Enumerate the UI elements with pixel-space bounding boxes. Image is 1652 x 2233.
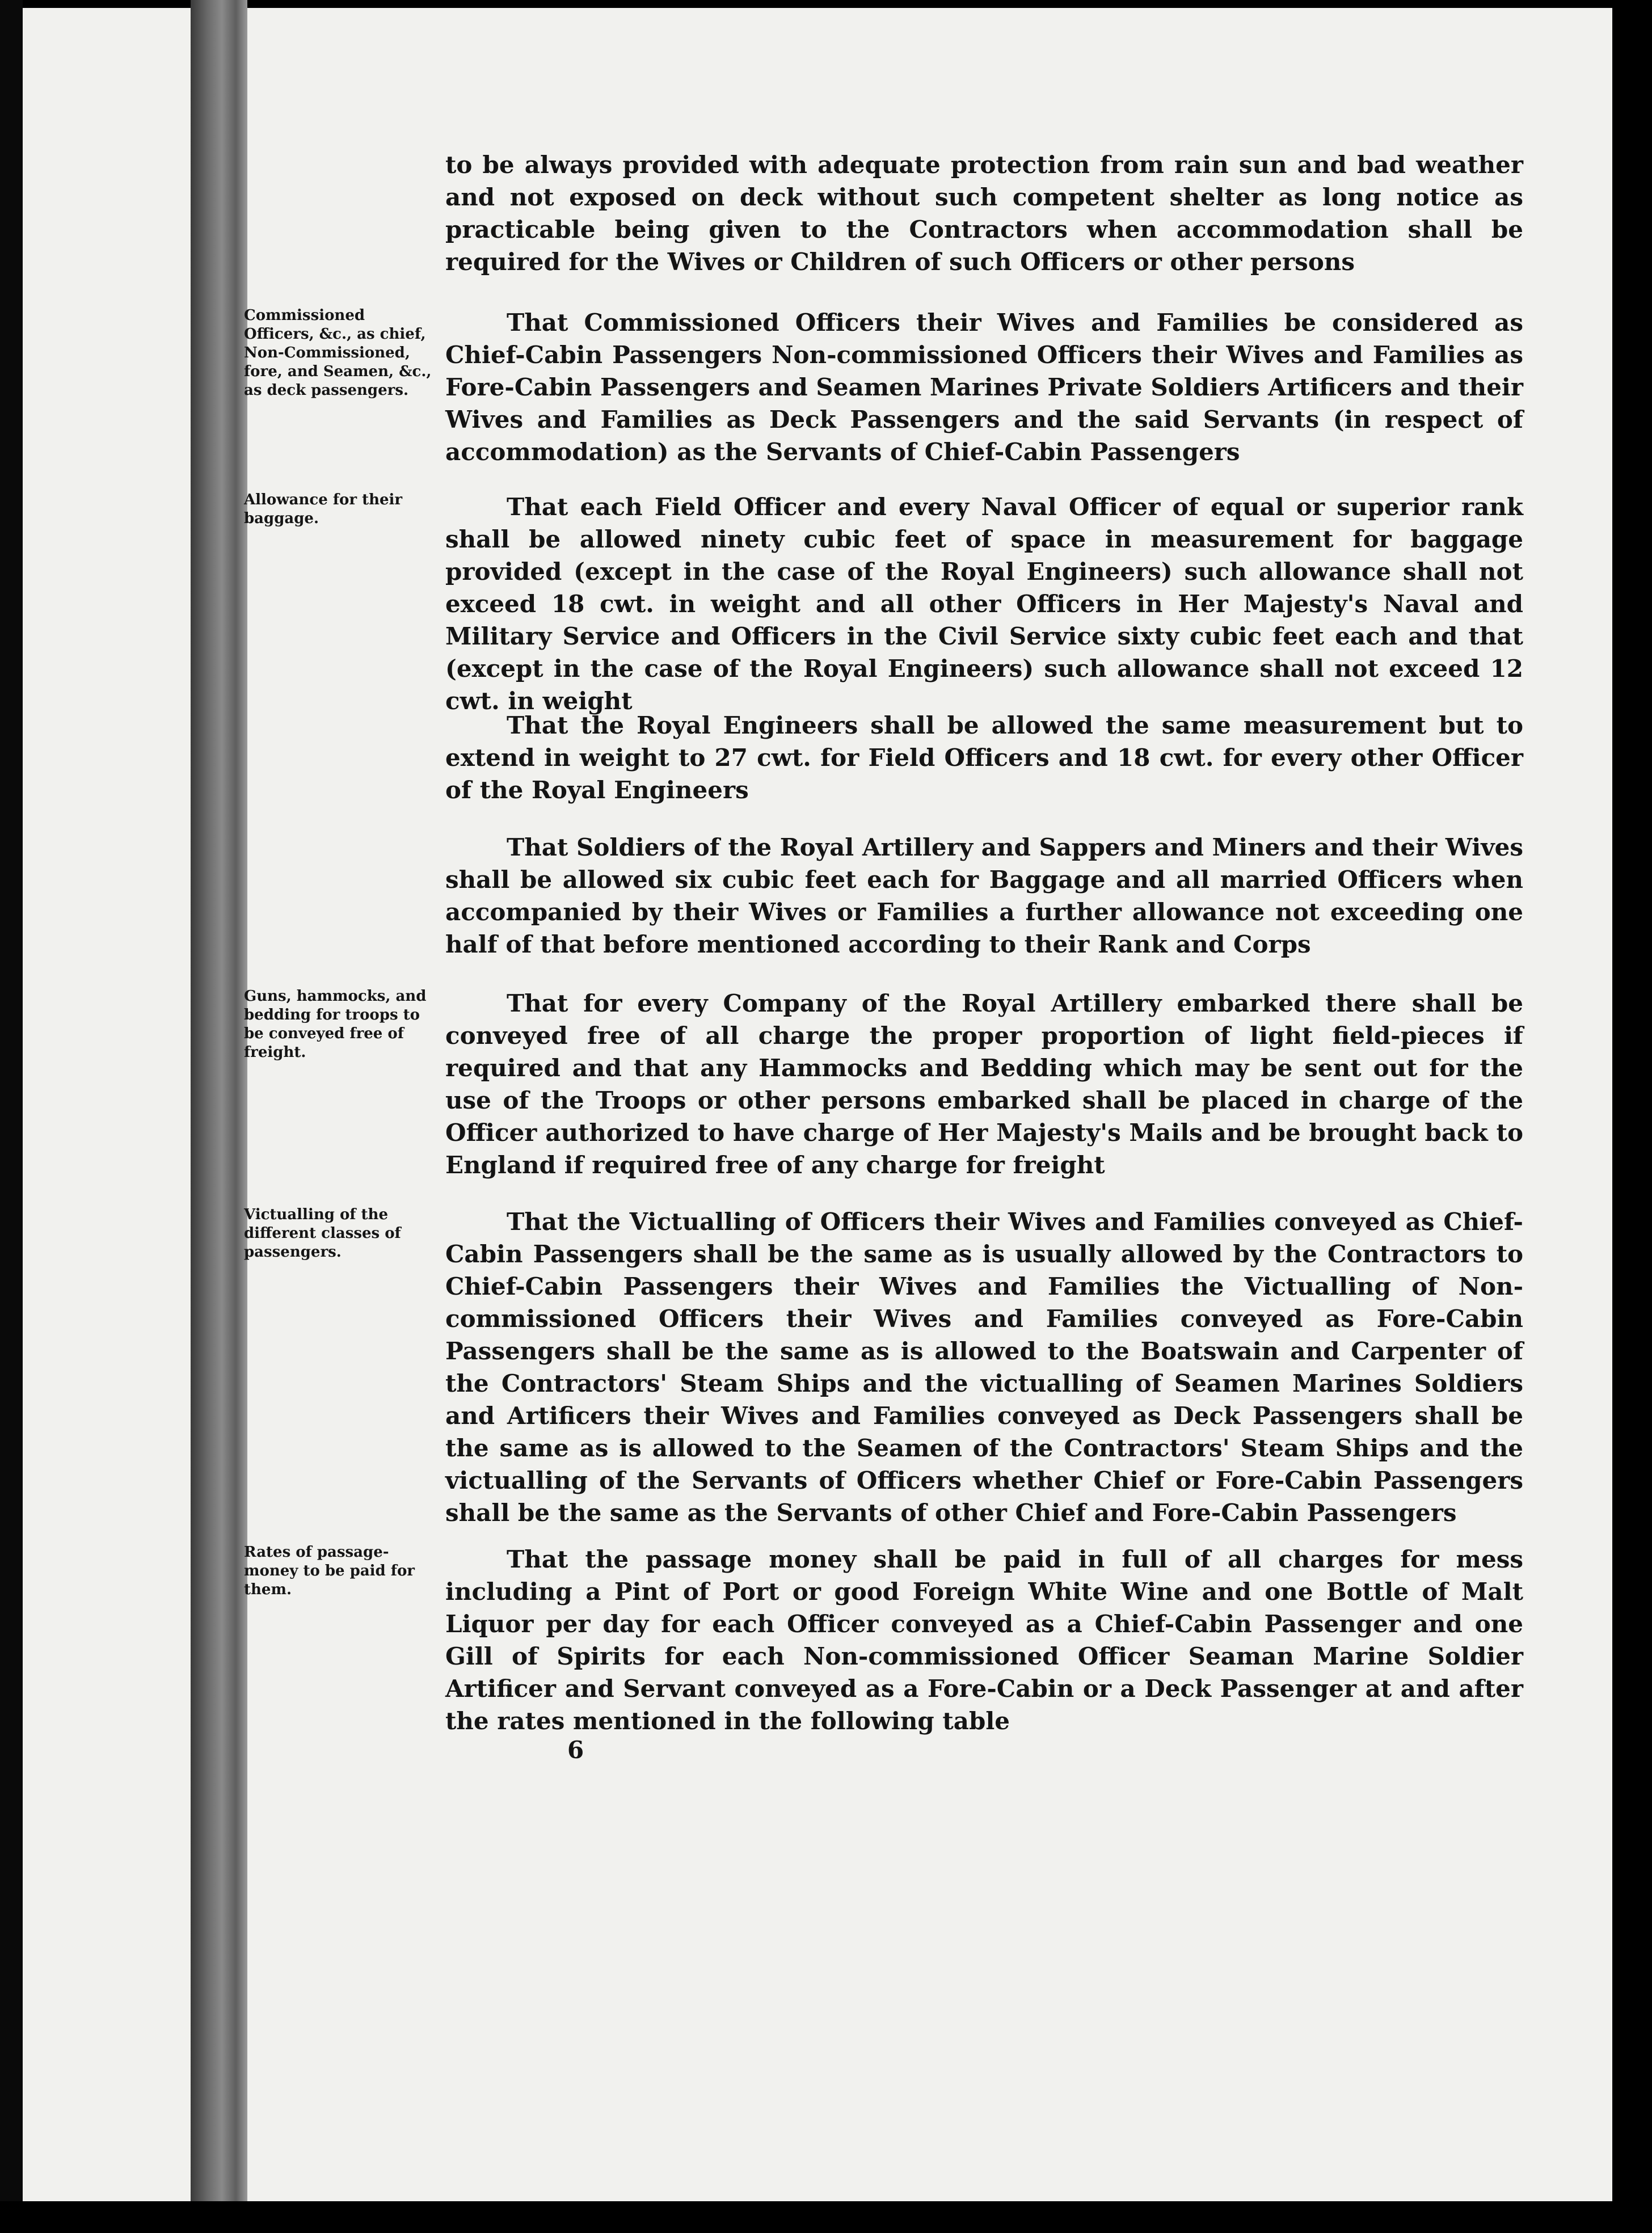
- paragraph-text: That the passage money shall be paid in full of all charges for mess including a Pint of Port or good Foreign White Wine and one Bottle of Malt Liquor per day for each Officer conveyed as a Chief-Cabin Passenger and one Gill of Spirits for each Non-commissioned Officer Seaman Marine Soldier Artificer and Servant conveyed as a Fore-Cabin or a Deck Passenger at and after the rates mentioned in the following table: [445, 1545, 1523, 1735]
- scan-edge-left: [0, 0, 23, 2233]
- paragraph-text: That the Royal Engineers shall be allowed the same measurement but to extend in weight to 27 cwt. for Field Officers and 18 cwt. for every other Officer of the Royal Engineers: [445, 711, 1523, 804]
- paragraph-text: That Commissioned Officers their Wives and Families be considered as Chief-Cabin Passengers Non-commissioned Officers their Wives and Families as Fore-Cabin Passengers and Seamen Marines Private Soldiers Artificers and their Wives and Families as Deck Passengers and the said Servants (in respect of accommodation) as the Servants of Chief-Cabin Passengers: [445, 309, 1523, 466]
- scan-edge-top: [0, 0, 1652, 8]
- paragraph-text: That each Field Officer and every Naval Officer of equal or superior rank shall be allowed ninety cubic feet of space in measurement for baggage provided (except in the case of the Royal Engineers) such allowance shall not exceed 18 cwt. in weight and all other Officers in Her Majesty's Naval and Military Service and Officers in the Civil Service sixty cubic feet each and that (except in the case of the Royal Engineers) such allowance shall not exceed 12 cwt. in weight: [445, 493, 1523, 715]
- margin-note: Rates of passage-money to be paid for them.: [244, 1544, 415, 1598]
- paragraph-text: That the Victualling of Officers their Wives and Families conveyed as Chief-Cabin Passengers shall be the same as is usually allowed by the Contractors to Chief-Cabin Passengers their Wives and Families the Victualling of Non-commissioned Officers their Wives and Families conveyed as Fore-Cabin Passengers shall be the same as is allowed to the Boatswain and Carpenter of the Contractors' Steam Ships and the victualling of Seamen Marines Soldiers and Artificers their Wives and Families conveyed as Deck Passengers shall be the same as is allowed to the Seamen of the Contractors' Steam Ships and the victualling of the Servants of Officers whether Chief or Fore-Cabin Passengers shall be the same as the Servants of other Chief and Fore-Cabin Passengers: [445, 1208, 1523, 1527]
- binding-shadow: [191, 0, 247, 2233]
- paragraph-text: to be always provided with adequate protection from rain sun and bad weather and not exposed on deck without such competent shelter as long notice as practicable being given to the Contractors when accommodation shall be required for the Wives or Children of such Officers or other persons: [445, 151, 1523, 276]
- margin-note: Commissioned Officers, &c., as chief, Non-Commissioned, fore, and Seamen, &c., as deck passengers.: [244, 307, 432, 399]
- margin-note: Allowance for their baggage.: [244, 491, 403, 527]
- margin-note: Victualling of the different classes of passengers.: [244, 1206, 401, 1261]
- paragraph-text: That Soldiers of the Royal Artillery and Sappers and Miners and their Wives shall be allowed six cubic feet each for Baggage and all married Officers when accompanied by their Wives or Families a further allowance not exceeding one half of that before mentioned according to their Rank and Corps: [445, 833, 1523, 958]
- margin-note: Guns, hammocks, and bedding for troops to be conveyed free of freight.: [244, 988, 427, 1061]
- scan-edge-right: [1612, 0, 1652, 2233]
- paragraph-text: That for every Company of the Royal Artillery embarked there shall be conveyed free of all charge the proper proportion of light field-pieces if required and that any Hammocks and Bedding which may be sent out for the use of the Troops or other persons embarked shall be placed in charge of the Officer authorized to have charge of Her Majesty's Mails and be brought back to England if required free of any charge for freight: [445, 989, 1523, 1179]
- page-number: 6: [567, 1736, 584, 1764]
- scan-edge-bottom: [0, 2201, 1652, 2233]
